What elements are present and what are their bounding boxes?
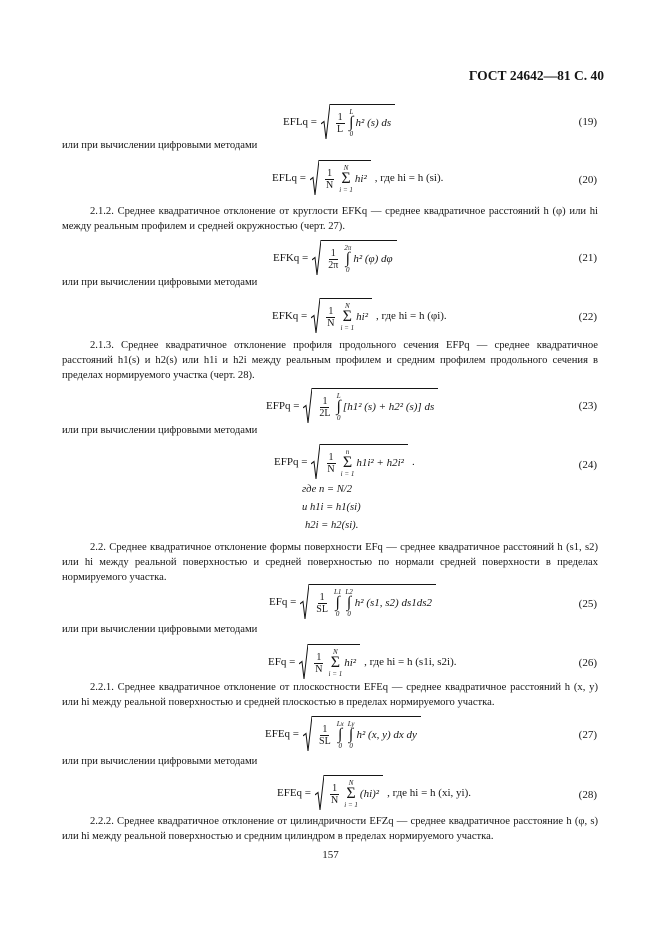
integral-op: 2π ∫ 0 <box>344 244 352 274</box>
eq-number-19: (19) <box>578 116 597 128</box>
frac-num: 1 <box>322 723 328 735</box>
radical <box>312 240 396 275</box>
radical-sign <box>303 388 312 423</box>
radical-sign <box>311 444 320 479</box>
eq-lhs: EFLq = <box>283 115 318 128</box>
equation-25 <box>269 584 436 619</box>
sum-op: N Σ i = 1 <box>340 302 355 332</box>
eq-number-27: (27) <box>578 729 597 741</box>
eq-number-23: (23) <box>578 400 597 412</box>
frac-num: 1 <box>332 782 338 794</box>
integral-op-2: L2 ∫ 0 <box>345 588 353 618</box>
frac-den: 2L <box>319 407 331 419</box>
equation-22 <box>272 298 447 333</box>
radical <box>321 104 395 139</box>
radical <box>311 444 408 479</box>
sum-op: N Σ i = 1 <box>344 779 358 809</box>
sum-op: N Σ i = 1 <box>328 648 343 678</box>
frac-den: N <box>315 663 323 675</box>
radical-sign <box>311 298 320 333</box>
frac-num: 1 <box>328 305 334 317</box>
radical-sign <box>312 240 321 275</box>
paragraph-2-1-3: 2.1.3. Среднее квадратичное отклонение профиля продольного сечения EFPq — среднее квадратичное расстояний h1(s) и h2(s) или h1i и h2i между реальным профилем и средним профилем продольного сечения в пределах нормируемого участка (черт. 28). <box>62 340 598 381</box>
radical-sign <box>310 160 319 195</box>
frac-num: 1 <box>337 111 343 123</box>
integrand: h² (s1, s2) ds1ds2 <box>354 597 433 609</box>
eq-lhs: EFKq = <box>272 309 308 322</box>
frac-den: L <box>337 123 344 135</box>
eq-tail: , где hi = h (φi). <box>376 309 447 322</box>
condition-1: где n = N/2 <box>302 484 353 495</box>
radical <box>311 298 372 333</box>
eq-lhs: EFq = <box>269 595 297 608</box>
frac-num: 1 <box>322 395 328 407</box>
radical-sign <box>303 716 312 751</box>
eq-number-24: (24) <box>578 459 597 471</box>
numeric-methods-1: или при вычислении цифровыми методами <box>62 140 258 151</box>
paragraph-2-2: 2.2. Среднее квадратичное отклонение формы поверхности EFq — среднее квадратичное расстояний h (s1, s2) или hi между реальной поверхностью и средней поверхностью по нормали средней поверхности в пределах нормируемого участка. <box>62 542 598 583</box>
eq-tail: , где hi = h (si). <box>374 171 444 184</box>
equation-23 <box>266 388 438 423</box>
equation-19 <box>283 104 395 139</box>
numeric-methods-3: или при вычислении цифровыми методами <box>62 425 258 436</box>
radical-sign <box>300 584 309 619</box>
eq-number-20: (20) <box>578 174 597 186</box>
integrand: h² (s) ds <box>355 117 392 129</box>
eq-number-28: (28) <box>578 789 597 801</box>
page-header: ГОСТ 24642—81 С. 40 <box>468 68 604 83</box>
eq-number-22: (22) <box>578 311 597 323</box>
integral-op: L ∫ 0 <box>349 108 354 138</box>
frac-num: 1 <box>316 651 322 663</box>
radical-sign <box>315 775 324 810</box>
integral-op-1: Lx ∫ 0 <box>336 720 344 750</box>
radical <box>299 644 360 679</box>
integrand: h² (φ) dφ <box>353 253 393 265</box>
radical <box>303 388 438 423</box>
summand: (hi)² <box>359 788 380 800</box>
equation-27 <box>265 716 421 751</box>
summand: hi² <box>354 173 367 185</box>
frac-num: 1 <box>330 247 336 259</box>
equation-20 <box>272 160 443 195</box>
sum-op: N Σ i = 1 <box>339 164 353 194</box>
frac-den: SL <box>319 735 331 747</box>
integral-op: L ∫ 0 <box>336 392 341 422</box>
eq-lhs: EFEq = <box>277 786 312 799</box>
numeric-methods-5: или при вычислении цифровыми методами <box>62 756 258 767</box>
equation-24 <box>274 444 415 479</box>
eq-lhs: EFPq = <box>274 455 308 468</box>
frac-den: N <box>327 317 335 329</box>
summand: hi² <box>344 657 357 669</box>
sum-op: n Σ i = 1 <box>340 448 355 478</box>
frac-den: 2π <box>328 259 339 271</box>
frac-num: 1 <box>319 591 325 603</box>
frac-num: 1 <box>327 167 333 179</box>
numeric-methods-4: или при вычислении цифровыми методами <box>62 624 258 635</box>
frac-den: N <box>327 463 335 475</box>
integrand: h² (x, y) dx dy <box>356 729 417 741</box>
radical-sign <box>299 644 308 679</box>
eq-lhs: EFEq = <box>265 727 300 740</box>
eq-tail: , где hi = h (xi, yi). <box>387 786 472 799</box>
eq-tail: . <box>411 455 415 468</box>
radical <box>300 584 436 619</box>
eq-tail: , где hi = h (s1i, s2i). <box>364 655 457 668</box>
paragraph-2-1-2: 2.1.2. Среднее квадратичное отклонение от круглости EFKq — среднее квадратичное расстояний h (φ) или hi между реальным профилем и средней окружностью (черт. 27). <box>62 206 598 232</box>
eq-number-26: (26) <box>578 657 597 669</box>
radical <box>310 160 371 195</box>
eq-lhs: EFKq = <box>273 251 309 264</box>
condition-3: h2i = h2(si). <box>305 520 359 531</box>
condition-2: и h1i = h1(si) <box>302 502 361 513</box>
equation-21 <box>273 240 397 275</box>
frac-num: 1 <box>328 451 334 463</box>
equation-26 <box>268 644 457 679</box>
eq-lhs: EFPq = <box>266 399 300 412</box>
paragraph-2-2-2: 2.2.2. Среднее квадратичное отклонение от цилиндричности EFZq — среднее квадратичное расстояние h (φ, s) или hi между реальной поверхностью и средним цилиндром в пределах нормируемого участка. <box>62 816 598 842</box>
radical <box>303 716 421 751</box>
frac-den: SL <box>316 603 328 615</box>
paragraph-2-2-1: 2.2.1. Среднее квадратичное отклонение от плоскостности EFEq — среднее квадратичное расстояний h (x, y) или hi между реальной поверхностью и средней плоскостью в пределах нормируемого участка. <box>62 682 598 708</box>
eq-number-21: (21) <box>578 252 597 264</box>
summand: hi² <box>356 311 368 323</box>
integral-op-1: L1 ∫ 0 <box>333 588 342 618</box>
page-number: 157 <box>322 849 339 861</box>
summand: h1i² + h2i² <box>356 457 404 469</box>
eq-lhs: EFq = <box>268 655 296 668</box>
numeric-methods-2: или при вычислении цифровыми методами <box>62 277 258 288</box>
radical <box>315 775 383 810</box>
eq-number-25: (25) <box>578 598 597 610</box>
radical-sign <box>321 104 330 139</box>
eq-lhs: EFLq = <box>272 171 307 184</box>
integral-op-2: Ly ∫ 0 <box>347 720 355 750</box>
frac-den: N <box>331 794 339 806</box>
equation-28 <box>277 775 471 810</box>
frac-den: N <box>326 179 334 191</box>
integrand: [h1² (s) + h2² (s)] ds <box>342 401 435 413</box>
